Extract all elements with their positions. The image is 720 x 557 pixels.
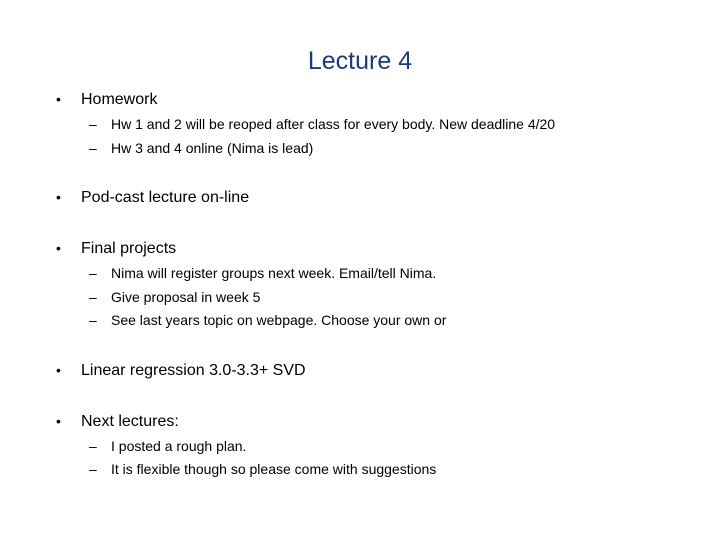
bullet-linear-regression [56,357,696,384]
sub-item-text: Nima will register groups next week. Email/tell Nima. [111,265,437,281]
sub-item [89,309,696,333]
sub-item [89,435,696,459]
dash-icon: – [89,139,97,156]
dash-icon: – [89,116,97,132]
bullet-dot-icon: • [56,240,61,256]
dash-icon: – [89,312,97,328]
dash-icon: – [89,437,97,454]
sub-item-text: I posted a rough plan. [111,437,247,454]
bullet-next-lectures [56,408,696,482]
dash-icon: – [89,461,97,477]
bullet-dot-icon: • [56,91,61,107]
slide-title: Lecture 4 [307,47,413,75]
dash-icon: – [89,265,97,281]
bullet-homework [56,86,696,160]
bullet-dot-icon: • [56,361,61,378]
sub-item-text: See last years topic on webpage. Choose your own or [111,312,447,328]
sub-item-text: Hw 1 and 2 will be reoped after class for every body. New deadline 4/20 [111,116,556,132]
bullet-dot-icon: • [56,189,61,205]
sub-item-text: Hw 3 and 4 online (Nima is lead) [111,139,314,156]
bullet-dot-icon: • [56,412,61,429]
bullet-text: Linear regression 3.0-3.3+ SVD [81,361,306,379]
sub-item [89,286,696,310]
sub-item-text: Give proposal in week 5 [111,288,261,305]
sub-item-text: It is flexible though so please come with suggestions [111,461,437,477]
bullet-text: Final projects [81,240,177,257]
bullet-text: Homework [81,91,158,108]
dash-icon: – [89,288,97,305]
bullet-text: Pod-cast lecture on-line [81,189,250,206]
bullet-podcast [56,184,696,211]
slide-content [56,86,696,482]
sub-item [89,262,696,286]
sub-item [89,113,696,137]
sub-item [89,137,696,161]
bullet-final-projects [56,235,696,333]
sub-item [89,458,696,482]
bullet-text: Next lectures: [81,412,179,430]
